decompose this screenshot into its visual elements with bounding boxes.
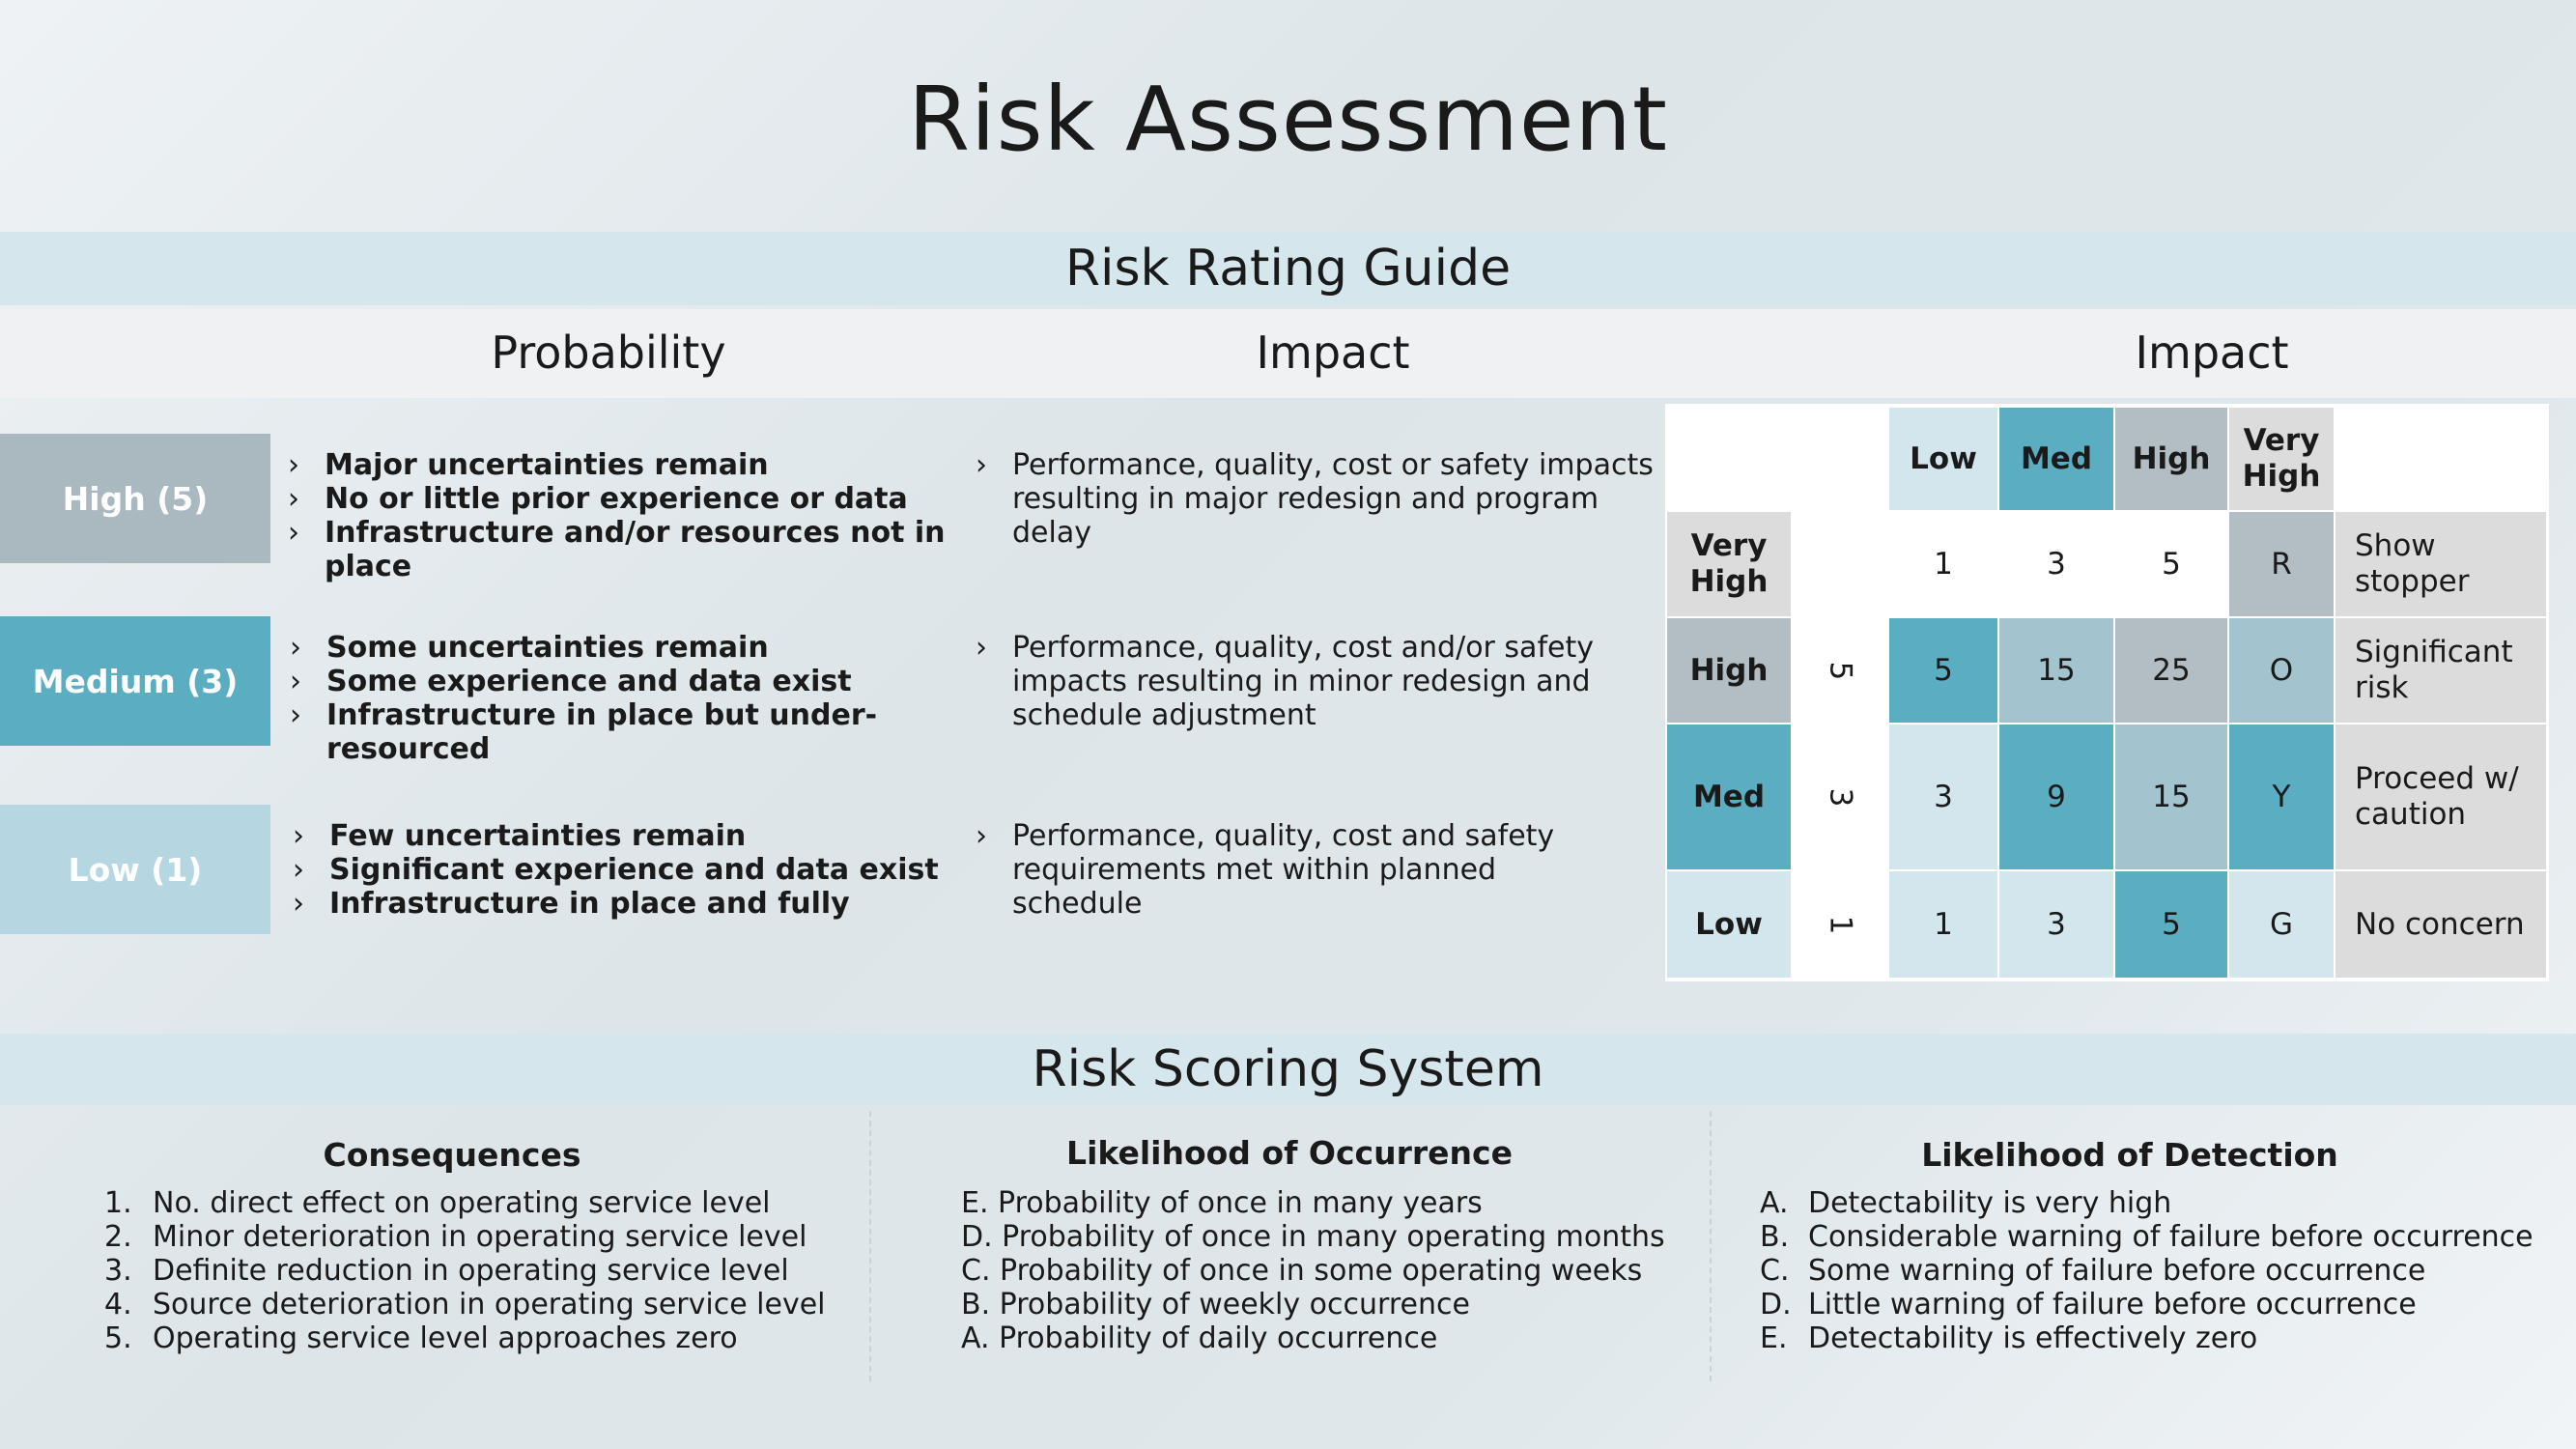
impact-medium-list bbox=[976, 631, 1613, 732]
matrix-row-label-low: Low bbox=[1667, 871, 1791, 978]
matrix-rating-cell: R bbox=[2229, 512, 2334, 616]
probability-low-list bbox=[293, 819, 969, 921]
matrix-weight-cell bbox=[1793, 871, 1887, 978]
matrix-rating-cell: Y bbox=[2229, 724, 2334, 869]
matrix-weight-cell bbox=[1793, 724, 1887, 869]
matrix-cell: 3 bbox=[1999, 512, 2113, 616]
matrix-cell: 5 bbox=[2115, 512, 2227, 616]
probability-medium-list bbox=[290, 631, 966, 766]
matrix-col-header-low: Low bbox=[1889, 408, 1997, 510]
list-item: 1. No. direct effect on operating service level bbox=[104, 1186, 771, 1220]
matrix-row-label-high: High bbox=[1667, 618, 1791, 723]
consequences-list bbox=[104, 1186, 826, 1355]
matrix-weight: 1 bbox=[1823, 915, 1858, 934]
impact-low-list bbox=[976, 819, 1632, 921]
list-item: › Infrastructure in place but under-resourced bbox=[290, 698, 966, 766]
matrix-col-header-very-high: Very High bbox=[2229, 408, 2334, 510]
probability-high-list bbox=[288, 448, 964, 583]
matrix-cell: 15 bbox=[2115, 724, 2227, 869]
impact-header: Impact bbox=[1256, 327, 1410, 379]
matrix-row-label-med: Med bbox=[1667, 724, 1791, 869]
list-item: 4. Source deterioration in operating service level bbox=[104, 1288, 826, 1321]
matrix-cell: 1 bbox=[1889, 871, 1997, 978]
occurrence-heading: Likelihood of Occurrence bbox=[1066, 1134, 1513, 1172]
list-item: A. Probability of daily occurrence bbox=[961, 1321, 1438, 1355]
matrix-impact-header: Impact bbox=[2135, 327, 2289, 379]
detection-heading: Likelihood of Detection bbox=[1921, 1136, 2338, 1174]
list-item: › Significant experience and data exist bbox=[293, 853, 969, 887]
risk-scoring-system-header: Risk Scoring System bbox=[0, 1034, 2576, 1105]
matrix-weight: 3 bbox=[1823, 787, 1858, 807]
matrix-row-description: No concern bbox=[2335, 871, 2546, 978]
list-item: E. Detectability is effectively zero bbox=[1760, 1321, 2258, 1355]
list-item: › Some uncertainties remain bbox=[290, 631, 966, 665]
list-item: › Infrastructure in place and fully bbox=[293, 887, 969, 921]
list-item: › Performance, quality, cost and/or safety impacts resulting in minor redesign and schedule adjustment bbox=[976, 631, 1613, 732]
matrix-cell: 1 bbox=[1889, 512, 1997, 616]
matrix-cell: 5 bbox=[2115, 871, 2227, 978]
list-item: › Few uncertainties remain bbox=[293, 819, 969, 853]
level-medium-label: Medium (3) bbox=[0, 616, 270, 746]
list-item: C. Some warning of failure before occurrence bbox=[1760, 1254, 2426, 1288]
matrix-rating-cell: G bbox=[2229, 871, 2334, 978]
risk-rating-guide-header: Risk Rating Guide bbox=[0, 232, 2576, 305]
matrix-weight: 5 bbox=[1823, 661, 1858, 680]
matrix-cell: 25 bbox=[2115, 618, 2227, 723]
list-item: › Major uncertainties remain bbox=[288, 448, 964, 482]
list-item: › Performance, quality, cost and safety requirements met within planned schedule bbox=[976, 819, 1632, 921]
list-item: B. Considerable warning of failure before occurrence bbox=[1760, 1220, 2534, 1254]
matrix-cell: 3 bbox=[1999, 871, 2113, 978]
list-item: › No or little prior experience or data bbox=[288, 482, 964, 516]
matrix-cell: 3 bbox=[1889, 724, 1997, 869]
matrix-cell: 5 bbox=[1889, 618, 1997, 723]
list-item: D. Probability of once in many operating months bbox=[961, 1220, 1665, 1254]
list-item: E. Probability of once in many years bbox=[961, 1186, 1483, 1220]
matrix-row-label-very-high: Very High bbox=[1667, 512, 1791, 616]
matrix-cell: 15 bbox=[1999, 618, 2113, 723]
list-item: B. Probability of weekly occurrence bbox=[961, 1288, 1470, 1321]
probability-header: Probability bbox=[491, 327, 726, 379]
matrix-col-header-high: High bbox=[2115, 408, 2227, 510]
level-low-label: Low (1) bbox=[0, 805, 270, 934]
matrix-col-header-med: Med bbox=[1999, 408, 2113, 510]
detection-list bbox=[1760, 1186, 2534, 1355]
matrix-rating-cell: O bbox=[2229, 618, 2334, 723]
risk-matrix bbox=[1665, 404, 2549, 981]
list-item: › Some experience and data exist bbox=[290, 665, 966, 698]
matrix-row-description: Proceed w/ caution bbox=[2335, 724, 2546, 869]
level-high-label: High (5) bbox=[0, 434, 270, 563]
matrix-cell: 9 bbox=[1999, 724, 2113, 869]
list-item: D. Little warning of failure before occurrence bbox=[1760, 1288, 2417, 1321]
list-item: C. Probability of once in some operating weeks bbox=[961, 1254, 1643, 1288]
list-item: › Performance, quality, cost or safety impacts resulting in major redesign and program delay bbox=[976, 448, 1671, 550]
list-item: 2. Minor deterioration in operating service level bbox=[104, 1220, 807, 1254]
matrix-row-description: Significant risk bbox=[2335, 618, 2546, 723]
list-item: 5. Operating service level approaches zero bbox=[104, 1321, 738, 1355]
occurrence-list bbox=[961, 1186, 1665, 1355]
column-divider bbox=[1710, 1111, 1712, 1381]
impact-high-list bbox=[976, 448, 1671, 550]
matrix-row-description: Show stopper bbox=[2335, 512, 2546, 616]
consequences-heading: Consequences bbox=[323, 1136, 581, 1174]
list-item: A. Detectability is very high bbox=[1760, 1186, 2172, 1220]
matrix-weight-cell bbox=[1793, 618, 1887, 723]
list-item: 3. Definite reduction in operating service level bbox=[104, 1254, 789, 1288]
list-item: › Infrastructure and/or resources not in place bbox=[288, 516, 964, 583]
page-title: Risk Assessment bbox=[908, 68, 1668, 171]
